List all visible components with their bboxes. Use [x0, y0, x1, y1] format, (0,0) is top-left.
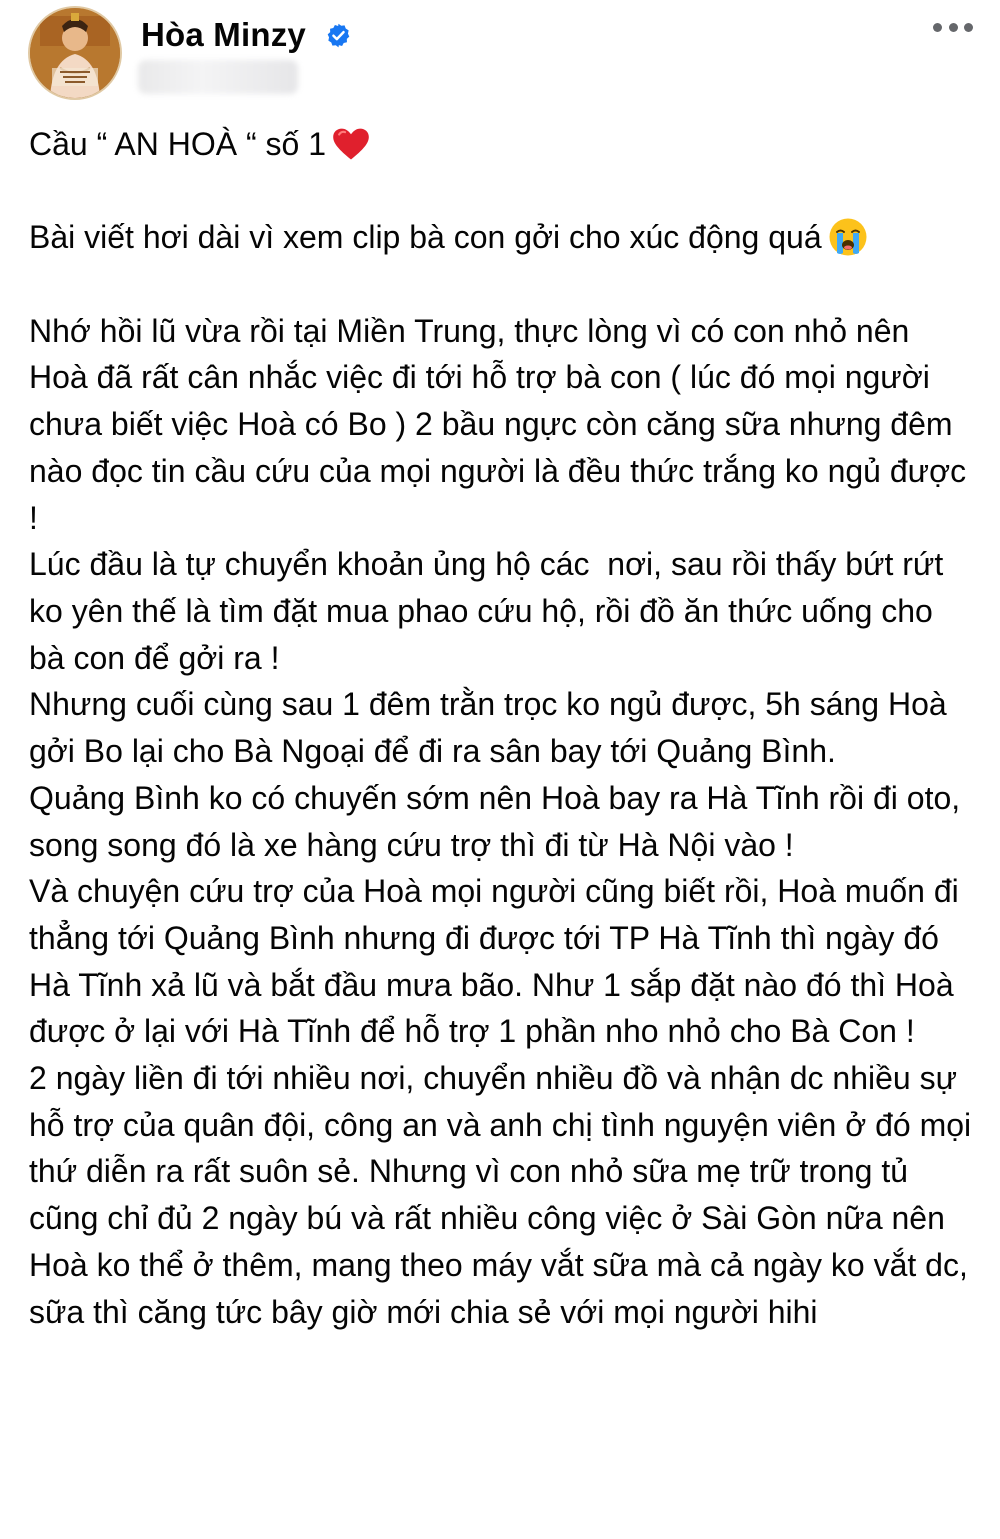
more-options-icon[interactable] — [933, 19, 973, 35]
post-text: Bài viết hơi dài vì xem clip bà con gởi cho xúc động quá — [29, 219, 822, 256]
dot-icon — [964, 23, 973, 32]
post-paragraph: Và chuyện cứu trợ của Hoà mọi người cũng biết rồi, Hoà muốn đi thẳng tới Quảng Bình nhưng đi được tới TP Hà Tĩnh thì ngày đó Hà Tĩnh xả lũ và bắt đầu mưa bão. Như 1 sắp đặt nào đó thì Hoà được ở lại với Hà Tĩnh để hỗ trợ 1 phần nho nhỏ cho Bà Con ! — [29, 873, 968, 1050]
post-meta-blurred — [138, 60, 298, 94]
post-header — [28, 6, 978, 106]
post-body — [29, 121, 981, 1335]
loudly-crying-face-emoji-icon — [828, 217, 868, 257]
spacer — [29, 168, 974, 215]
verified-badge-icon — [325, 22, 352, 49]
post-paragraph: Quảng Bình ko có chuyến sớm nên Hoà bay ra Hà Tĩnh rồi đi oto, song song đó là xe hàng cứu trợ thì đi từ Hà Nội vào ! — [29, 779, 970, 863]
spacer — [29, 261, 974, 308]
post-paragraph: Nhưng cuối cùng sau 1 đêm trằn trọc ko ngủ được, 5h sáng Hoà gởi Bo lại cho Bà Ngoại để đi ra sân bay tới Quảng Bình. — [29, 686, 956, 770]
author-name[interactable]: Hòa Minzy — [141, 16, 306, 53]
post-line-intro — [29, 214, 974, 261]
red-heart-emoji-icon — [332, 127, 370, 161]
post-line-title — [29, 121, 974, 168]
avatar[interactable] — [28, 6, 122, 100]
post-paragraph: Lúc đầu là tự chuyển khoản ủng hộ các nơi, sau rồi thấy bứt rứt ko yên thế là tìm đặt mua phao cứu hộ, rồi đồ ăn thức uống cho bà con để gởi ra ! — [29, 546, 953, 676]
profile-photo-graphic — [30, 8, 120, 98]
post-paragraph: 2 ngày liền đi tới nhiều nơi, chuyển nhiều đồ và nhận dc nhiều sự hỗ trợ của quân đội, công an và anh chị tình nguyện viên ở đó mọi thứ diễn ra rất suôn sẻ. Nhưng vì con nhỏ sữa mẹ trữ trong tủ cũng chỉ đủ 2 ngày bú và rất nhiều công việc ở Sài Gòn nữa nên Hoà ko thể ở thêm, mang theo máy vắt sữa mà cả ngày ko vắt dc, sữa thì căng tức bây giờ mới chia sẻ với mọi người hihi — [29, 1060, 981, 1330]
post-text: Cầu “ AN HOÀ “ số 1 — [29, 126, 326, 162]
post-paragraph: Nhớ hồi lũ vừa rồi tại Miền Trung, thực lòng vì có con nhỏ nên Hoà đã rất cân nhắc việc đi tới hỗ trợ bà con ( lúc đó mọi người chưa biết việc Hoà có Bo ) 2 bầu ngực còn căng sữa nhưng đêm nào đọc tin cầu cứu của mọi người là đều thức trắng ko ngủ được ! — [29, 312, 975, 536]
dot-icon — [949, 23, 958, 32]
dot-icon — [933, 23, 942, 32]
